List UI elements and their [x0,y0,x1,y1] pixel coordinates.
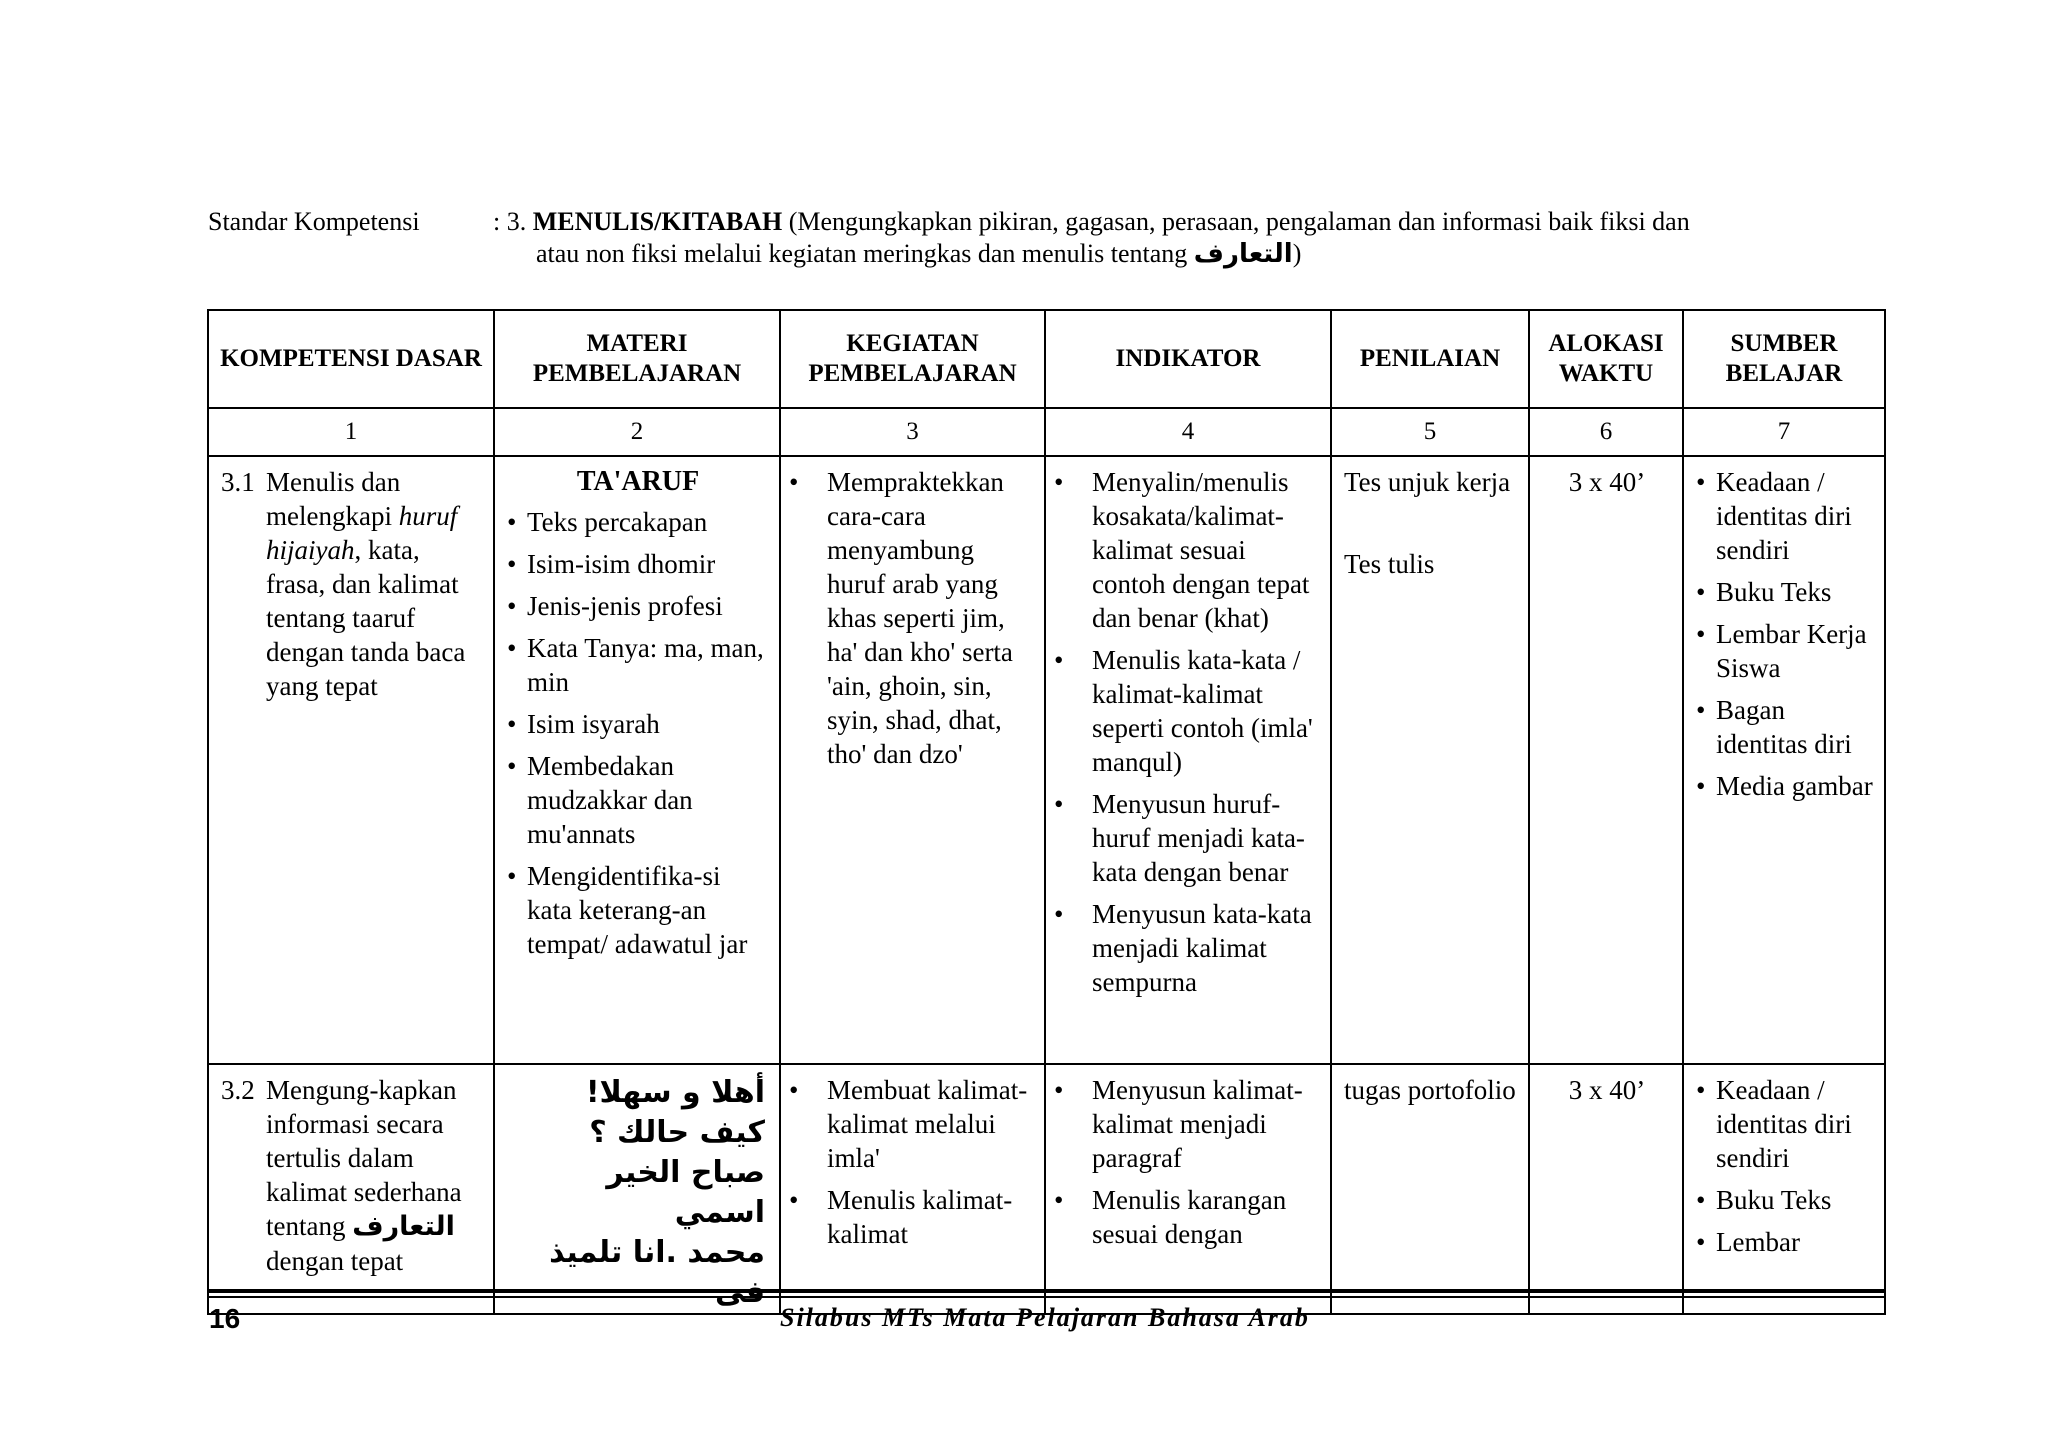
materi-cell [494,1064,780,1314]
col-number: 2 [494,408,780,456]
list-item: • Menyusun kata-kata menjadi kalimat sempurna [1048,897,1320,999]
list-item: • Media gambar [1696,769,1874,803]
kd-arabic: التعارف [352,1211,455,1242]
list-item: • Buku Teks [1696,575,1874,609]
kd-cell [208,456,494,1064]
kd-italic: huruf hijaiyah [266,501,458,565]
standar-text2: atau non fiksi melalui kegiatan meringkas dan menulis tentang [536,239,1194,268]
list-item: • Menulis kalimat-kalimat [783,1183,1034,1251]
footer-rule [207,1289,1884,1293]
col-number: 1 [208,408,494,456]
kd-text: , kata, frasa, dan kalimat tentang taaruf dengan tanda baca yang tepat [266,535,466,701]
sumber-cell [1683,456,1885,1064]
kd-cell [208,1064,494,1314]
list-item: • Lembar Kerja Siswa [1696,617,1874,685]
header-materi: MATERI PEMBELAJARAN [494,310,780,408]
col-number: 3 [780,408,1045,456]
kegiatan-cell [780,1064,1045,1314]
col-number: 4 [1045,408,1331,456]
arabic-line: كيف حالك ؟ [589,1115,765,1150]
kegiatan-cell [780,456,1045,1064]
alokasi-cell: 3 x 40’ [1529,1064,1683,1314]
kd-text: dengan tepat [266,1246,404,1276]
kd-number: 3.2 [221,1075,255,1105]
arabic-line: أهلا و سهلا! [585,1075,765,1110]
materi-cell [494,456,780,1064]
list-item: • Teks percakapan [507,505,769,539]
header-kompetensi-dasar: KOMPETENSI DASAR [208,310,494,408]
list-item: • Menulis kata-kata / kalimat-kalimat seperti contoh (imla' manqul) [1048,643,1320,779]
list-item: • Buku Teks [1696,1183,1874,1217]
list-item: • Membedakan mudzakkar dan mu'annats [507,749,769,851]
alokasi-cell: 3 x 40’ [1529,456,1683,1064]
kd-text: Menulis dan melengkapi [266,467,401,531]
standar-text1: (Mengungkapkan pikiran, gagasan, perasaan, pengalaman dan informasi baik fiksi dan [782,207,1690,236]
indikator-cell [1045,1064,1331,1314]
list-item: • Mempraktekkan cara-cara menyambung huruf arab yang khas seperti jim, ha' dan kho' serta 'ain, ghoin, sin, syin, shad, dhat, tho' dan dzo' [783,465,1034,771]
list-item: • Keadaan / identitas diri sendiri [1696,465,1874,567]
arabic-line: محمد .انا تلميذ [549,1235,765,1270]
penilaian-cell: tugas portofolio [1331,1064,1529,1314]
penilaian-text: Tes unjuk kerja [1344,467,1511,497]
header-penilaian: PENILAIAN [1331,310,1529,408]
list-item: • Isim-isim dhomir [507,547,769,581]
col-number: 5 [1331,408,1529,456]
list-item: • Keadaan / identitas diri sendiri [1696,1073,1874,1175]
materi-title: TA'ARUF [576,466,700,497]
list-item: • Lembar [1696,1225,1874,1259]
list-item: • Mengidentifika-si kata keterang-an tempat/ adawatul jar [507,859,769,961]
list-item: • Jenis-jenis profesi [507,589,769,623]
indikator-cell [1045,456,1331,1064]
standar-prefix: : 3. [493,207,533,236]
list-item: • Menulis karangan sesuai dengan [1048,1183,1320,1251]
table-row [208,1064,1885,1314]
standar-body [493,206,1893,270]
list-item: • Menyusun kalimat-kalimat menjadi paragraf [1048,1073,1320,1175]
kd-number: 3.1 [221,467,255,497]
footer-title: Silabus MTs Mata Pelajaran Bahasa Arab [780,1303,1310,1332]
list-item: • Isim isyarah [507,707,769,741]
kd-text: Mengung-kapkan informasi secara tertulis dalam kalimat sederhana tentang [266,1075,462,1241]
header-row [208,310,1885,408]
arabic-line: صباح الخير اسمي [606,1155,765,1230]
list-item: • Menyusun huruf-huruf menjadi kata-kata dengan benar [1048,787,1320,889]
header-sumber: SUMBER BELAJAR [1683,310,1885,408]
syllabus-table [207,309,1886,1315]
number-row [208,408,1885,456]
list-item: • Menyalin/menulis kosakata/kalimat-kalimat sesuai contoh dengan tepat dan benar (khat) [1048,465,1320,635]
header-indikator: INDIKATOR [1045,310,1331,408]
standar-close: ) [1292,239,1302,268]
penilaian-text: Tes tulis [1344,549,1435,579]
header-kegiatan: KEGIATAN PEMBELAJARAN [780,310,1045,408]
list-item: • Bagan identitas diri [1696,693,1874,761]
list-item: • Kata Tanya: ma, man, min [507,631,769,699]
sumber-cell [1683,1064,1885,1314]
footer-rule [207,1296,1884,1298]
penilaian-cell [1331,456,1529,1064]
table-row [208,456,1885,1064]
col-number: 7 [1683,408,1885,456]
standar-label: Standar Kompetensi [208,207,420,236]
standar-arabic: التعارف [1193,239,1293,269]
page-number: 16 [209,1303,241,1334]
header-alokasi: ALOKASI WAKTU [1529,310,1683,408]
standar-title: MENULIS/KITABAH [532,207,783,236]
col-number: 6 [1529,408,1683,456]
list-item: • Membuat kalimat-kalimat melalui imla' [783,1073,1034,1175]
